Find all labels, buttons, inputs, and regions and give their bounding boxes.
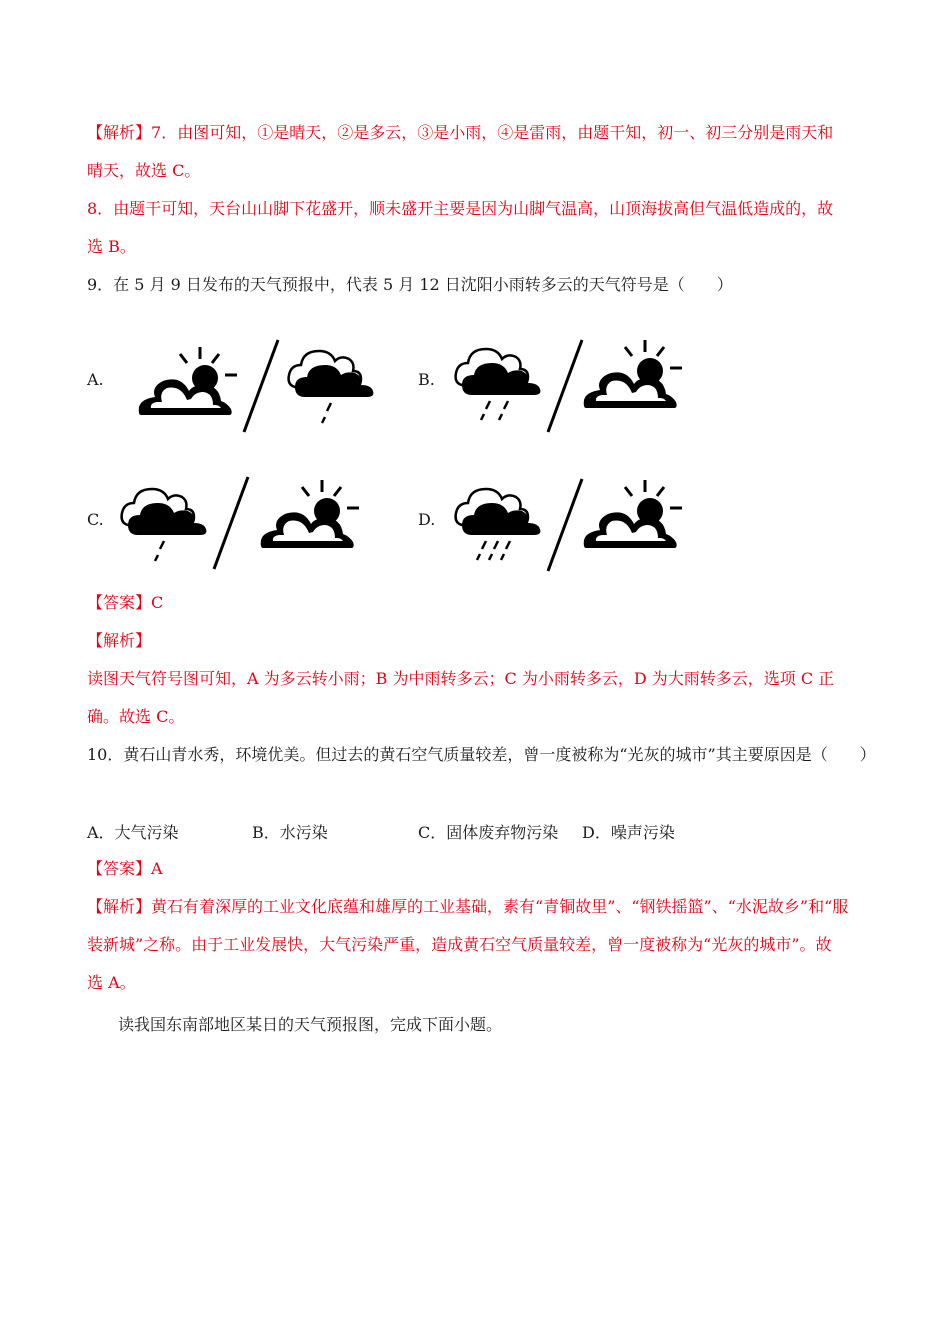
- q9-analysis-line-2: 确。故选 C。: [87, 707, 185, 726]
- q9-answer-value: C: [151, 593, 164, 612]
- q10-analysis-tag: 【解析】: [87, 897, 152, 916]
- q9-analysis-line-1: 读图天气符号图可知，A 为多云转小雨；B 为中雨转多云；C 为小雨转多云，D 为大雨转多云，选项 C 正: [87, 669, 835, 688]
- next-section-intro: 读我国东南部地区某日的天气预报图，完成下面小题。: [118, 1015, 503, 1034]
- cloudy-sun-icon: [578, 478, 688, 558]
- q10-choice-b: B．水污染: [252, 823, 328, 842]
- light-rain-icon: [285, 345, 380, 430]
- q9-option-a-label: A.: [87, 370, 104, 389]
- q7-analysis-text-1: 7．由图可知，①是晴天，②是多云，③是小雨，④是雷雨，由题干知，初一、初三分别是雨天和: [151, 123, 834, 142]
- cloudy-sun-icon: [255, 478, 365, 558]
- q10-answer: [87, 858, 877, 880]
- q10-analysis-line-2: 装新城”之称。由于工业发展快，大气污染严重，造成黄石空气质量较差，曾一度被称为“光灰的城市”。故: [87, 935, 832, 954]
- q8-analysis-line-2: 选 B。: [87, 237, 136, 256]
- light-rain-icon: [118, 483, 213, 568]
- q10-choice-c: C．固体废弃物污染: [418, 823, 559, 842]
- q9-stem: 9．在 5 月 9 日发布的天气预报中，代表 5 月 12 日沈阳小雨转多云的天气符号是（ ）: [87, 275, 733, 294]
- slash-divider-icon: [206, 473, 256, 573]
- q9-answer-tag: 【答案】: [87, 593, 152, 612]
- q9-answer: [87, 592, 877, 614]
- q7-analysis-line-1: [87, 122, 877, 144]
- cloudy-sun-icon: [133, 345, 243, 425]
- q10-choice-a: A．大气污染: [87, 823, 179, 842]
- cloudy-sun-icon: [578, 338, 688, 418]
- q10-choice-d: D．噪声污染: [582, 823, 675, 842]
- q10-answer-value: A: [151, 859, 163, 878]
- q8-analysis-line-1: 8．由题干可知，天台山山脚下花盛开，顺未盛开主要是因为山脚气温高，山顶海拔高但气温低造成的，故: [87, 199, 834, 218]
- q7-analysis-tag: 【解析】: [87, 123, 152, 142]
- q9-option-d-label: D.: [418, 510, 436, 529]
- q9-option-b-label: B.: [418, 370, 435, 389]
- heavy-rain-icon: [452, 483, 547, 568]
- moderate-rain-icon: [452, 343, 547, 428]
- q10-answer-tag: 【答案】: [87, 859, 152, 878]
- q7-analysis-line-2: 晴天，故选 C。: [87, 161, 201, 180]
- q10-analysis-text-1: 黄石有着深厚的工业文化底蕴和雄厚的工业基础，素有“青铜故里”、“钢铁摇篮”、“水泥故乡”和“服: [151, 897, 849, 916]
- q10-analysis-line-1: [87, 896, 877, 918]
- q9-option-c-label: C.: [87, 510, 104, 529]
- q10-stem: 10．黄石山青水秀，环境优美。但过去的黄石空气质量较差，曾一度被称为“光灰的城市”其主要原因是（ ）: [87, 745, 876, 764]
- q9-analysis-tag: 【解析】: [87, 631, 152, 650]
- slash-divider-icon: [236, 336, 286, 436]
- q10-analysis-line-3: 选 A。: [87, 973, 136, 992]
